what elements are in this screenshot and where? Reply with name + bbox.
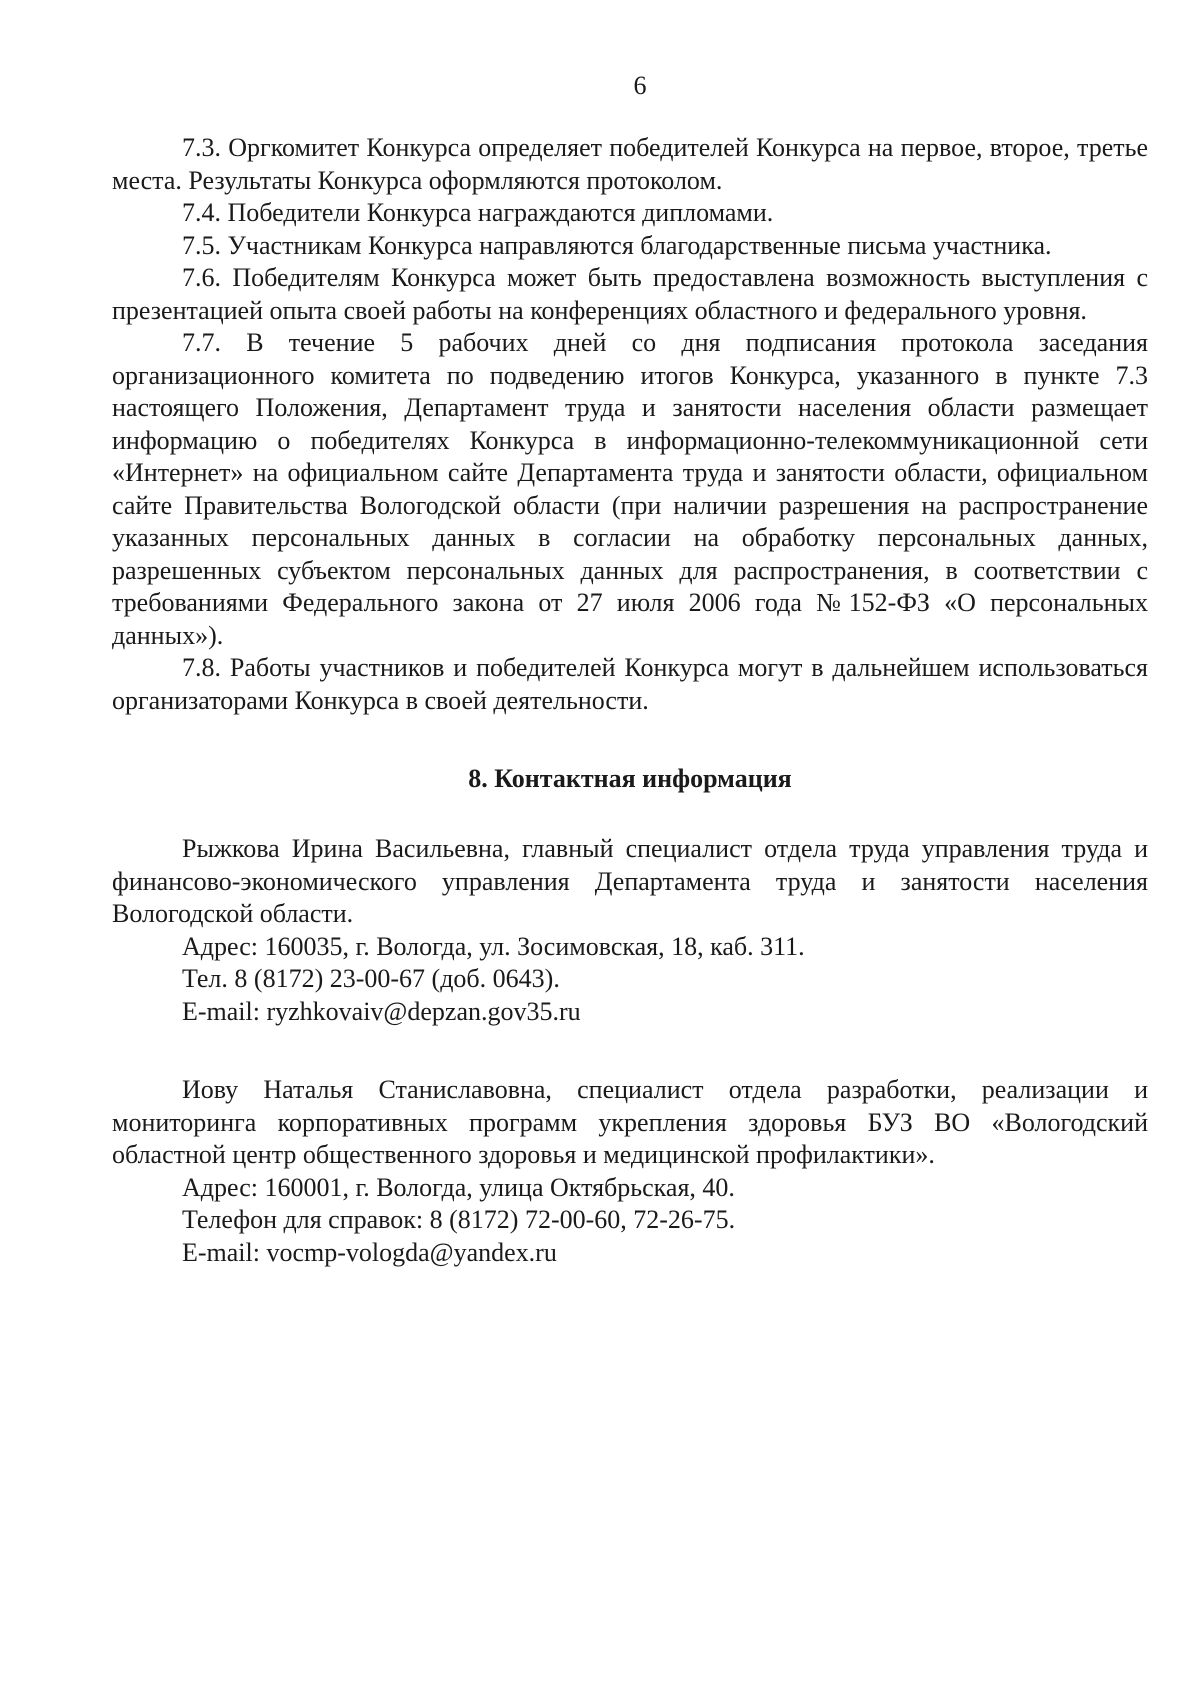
contact-person: Иову Наталья Станиславовна, специалист отдела разработки, реализации и мониторинга корпоративных программ укрепления здоровья БУЗ ВО «Вологодский областной центр общественного здоровья и медицинской профилактики». <box>112 1075 1148 1169</box>
contact-email: E-mail: vocmp-vologda@yandex.ru <box>182 1237 557 1267</box>
contact-phone: Телефон для справок: 8 (8172) 72-00-60, 72-26-75. <box>182 1205 736 1234</box>
paragraph-7-5: 7.5. Участникам Конкурса направляются благодарственные письма участника. <box>182 230 1052 260</box>
page-number: 6 <box>633 71 647 100</box>
contact-block-1 <box>112 833 1148 1028</box>
paragraph-7-6: 7.6. Победителям Конкурса может быть предоставлена возможность выступления с презентацией опыта своей работы на конференциях областного и федерального уровня. <box>112 263 1148 325</box>
paragraph-7-8: 7.8. Работы участников и победителей Конкурса могут в дальнейшем использоваться организаторами Конкурса в своей деятельности. <box>112 653 1148 715</box>
contact-person: Рыжкова Ирина Васильевна, главный специалист отдела труда управления труда и финансово-экономического управления Департамента труда и занятости населения Вологодской области. <box>112 834 1148 928</box>
paragraph-7-3: 7.3. Оргкомитет Конкурса определяет победителей Конкурса на первое, второе, третье места. Результаты Конкурса оформляются протоколом. <box>112 133 1148 195</box>
contact-phone: Тел. 8 (8172) 23-00-67 (доб. 0643). <box>182 964 560 993</box>
contact-email: E-mail: ryzhkovaiv@depzan.gov35.ru <box>182 996 581 1026</box>
document-page <box>112 0 1148 1269</box>
paragraph-7-4: 7.4. Победители Конкурса награждаются дипломами. <box>182 198 774 227</box>
contact-block-2 <box>112 1074 1148 1269</box>
section-7 <box>112 132 1148 717</box>
contact-address: Адрес: 160001, г. Вологда, улица Октябрьская, 40. <box>182 1172 735 1202</box>
section-8-title: 8. Контактная информация <box>468 764 792 793</box>
contact-address: Адрес: 160035, г. Вологда, ул. Зосимовская, 18, каб. 311. <box>182 931 805 961</box>
paragraph-7-7: 7.7. В течение 5 рабочих дней со дня подписания протокола заседания организационного комитета по подведению итогов Конкурса, указанного в пункте 7.3 настоящего Положения, Департамент труда и занятости населения области размещает информацию о победителях Конкурса в информационно-телекоммуникационной сети «Интернет» на официальном сайте Департамента труда и занятости области, официальном сайте Правительства Вологодской области (при наличии разрешения на распространение указанных персональных данных в согласии на обработку персональных данных, разрешенных субъектом персональных данных для распространения, в соответствии с требованиями Федерального закона от 27 июля 2006 года №152-ФЗ «О персональных данных»). <box>112 328 1148 650</box>
